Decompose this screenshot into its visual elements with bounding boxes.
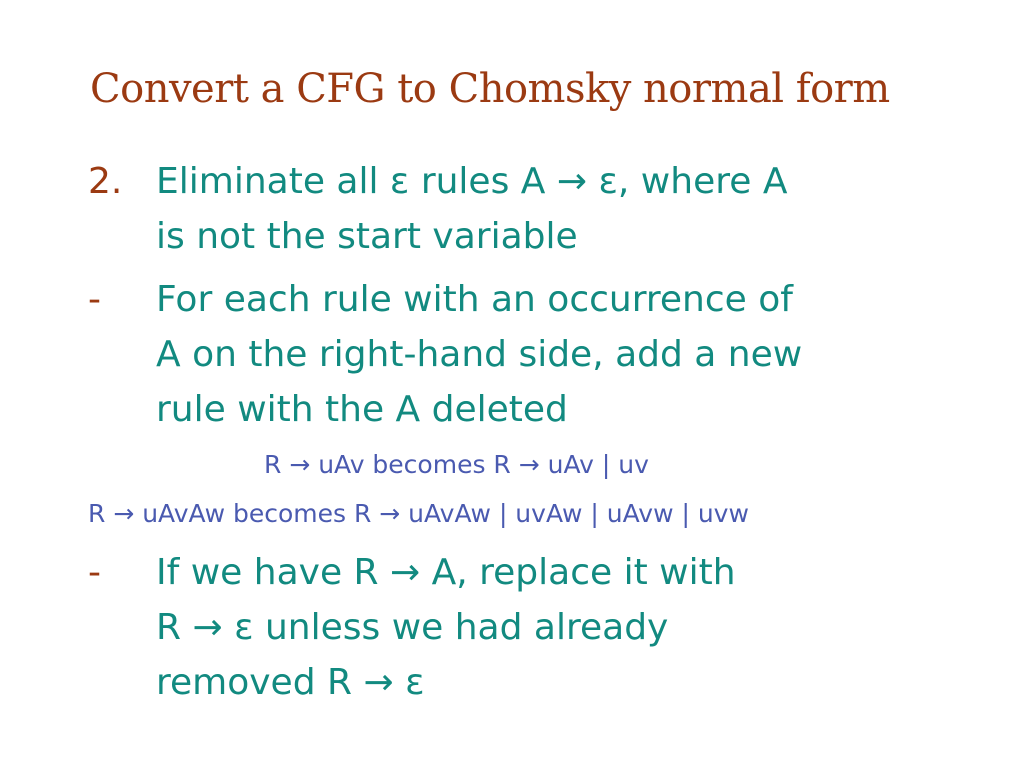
example-rule-2: R → uAvAw becomes R → uAvAw | uvAw | uAvw | uvw <box>88 499 749 528</box>
text-line: rule with the A deleted <box>156 389 568 430</box>
list-number: 2. <box>88 161 123 202</box>
list-item-text <box>156 545 936 710</box>
example-rule-1: R → uAv becomes R → uAv | uv <box>264 450 649 479</box>
list-item-add-rule <box>88 272 968 437</box>
text-line: removed R → ε <box>156 662 425 703</box>
text-line: A on the right-hand side, add a new <box>156 334 803 375</box>
bullet-dash: - <box>88 279 101 320</box>
text-line: For each rule with an occurrence of <box>156 279 793 320</box>
list-item-eliminate-epsilon <box>88 154 968 264</box>
list-item-text <box>156 272 936 437</box>
text-line: If we have R → A, replace it with <box>156 552 736 593</box>
bullet-dash: - <box>88 552 101 593</box>
slide-title: Convert a CFG to Chomsky normal form <box>90 66 890 112</box>
list-item-replace-rule <box>88 545 968 710</box>
list-item-text <box>156 154 936 264</box>
text-line: R → ε unless we had already <box>156 607 669 648</box>
text-line: Eliminate all ε rules A → ε, where A <box>156 161 788 202</box>
text-line: is not the start variable <box>156 216 578 257</box>
